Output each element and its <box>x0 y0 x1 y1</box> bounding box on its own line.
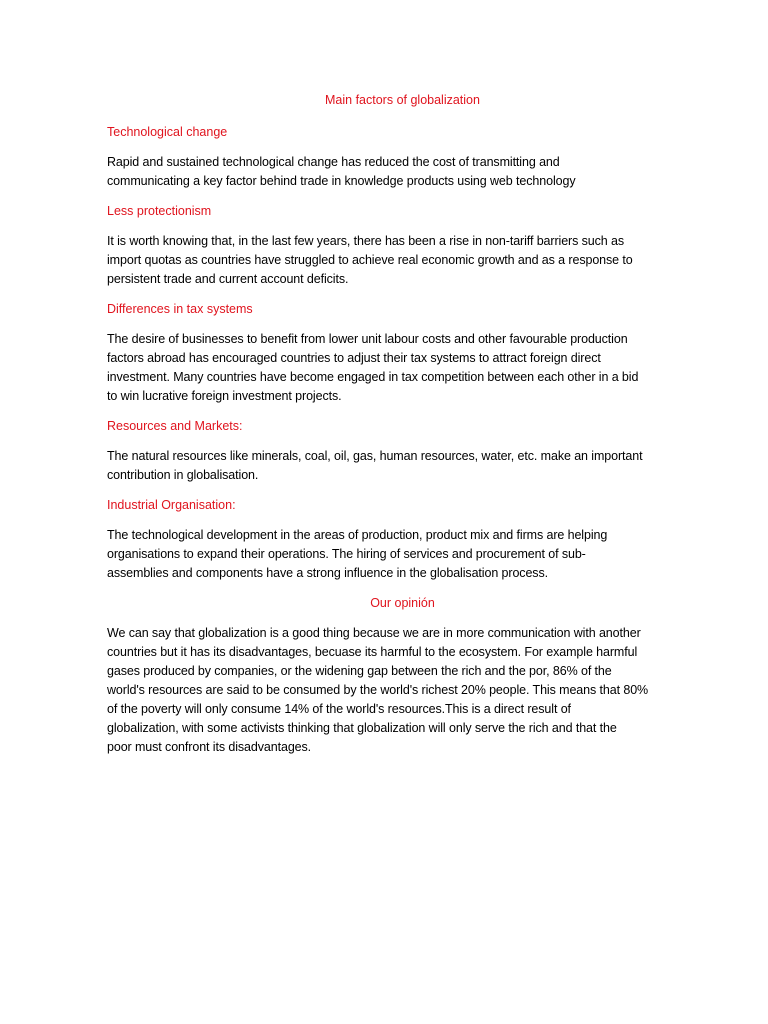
paragraph-line: The technological development in the areas of production, product mix and firms are helping <box>107 528 608 542</box>
section-our-opinion <box>107 595 668 757</box>
section-paragraph <box>107 526 668 583</box>
paragraph-line: import quotas as countries have struggled to achieve real economic growth and as a response to <box>107 253 633 267</box>
section-heading: Resources and Markets: <box>107 419 243 433</box>
section-heading: Differences in tax systems <box>107 302 253 316</box>
section-industrial-organisation <box>107 497 668 583</box>
section-technological-change <box>107 124 668 191</box>
section-paragraph <box>107 153 668 191</box>
section-tax-systems <box>107 301 668 406</box>
section-less-protectionism <box>107 203 668 289</box>
paragraph-line: globalization, with some activists thinking that globalization will only serve the rich and that the <box>107 721 617 735</box>
paragraph-line: gases produced by companies, or the widening gap between the rich and the por, 86% of the <box>107 664 612 678</box>
opinion-paragraph <box>107 624 668 757</box>
paragraph-line: to win lucrative foreign investment projects. <box>107 389 342 403</box>
section-resources-markets <box>107 418 668 485</box>
paragraph-line: The desire of businesses to benefit from lower unit labour costs and other favourable production <box>107 332 628 346</box>
paragraph-line: organisations to expand their operations. The hiring of services and procurement of sub- <box>107 547 586 561</box>
section-paragraph <box>107 330 668 406</box>
paragraph-line: Rapid and sustained technological change has reduced the cost of transmitting and <box>107 155 560 169</box>
paragraph-line: contribution in globalisation. <box>107 468 259 482</box>
paragraph-line: world's resources are said to be consumed by the world's richest 20% people. This means that 80% <box>107 683 649 697</box>
section-paragraph <box>107 447 668 485</box>
paragraph-line: persistent trade and current account deficits. <box>107 272 349 286</box>
paragraph-line: poor must confront its disadvantages. <box>107 740 312 754</box>
page-title: Main factors of globalization <box>325 93 480 107</box>
section-heading: Industrial Organisation: <box>107 498 236 512</box>
paragraph-line: We can say that globalization is a good thing because we are in more communication with another <box>107 626 641 640</box>
opinion-heading: Our opinión <box>370 596 435 610</box>
section-heading: Technological change <box>107 125 228 139</box>
paragraph-line: It is worth knowing that, in the last few years, there has been a rise in non-tariff barriers such as <box>107 234 625 248</box>
paragraph-line: factors abroad has encouraged countries to adjust their tax systems to attract foreign direct <box>107 351 601 365</box>
paragraph-line: assemblies and components have a strong influence in the globalisation process. <box>107 566 548 580</box>
paragraph-line: of the poverty will only consume 14% of the world's resources.This is a direct result of <box>107 702 571 716</box>
section-heading: Less protectionism <box>107 204 212 218</box>
paragraph-line: investment. Many countries have become engaged in tax competition between each other in a bid <box>107 370 639 384</box>
paragraph-line: countries but it has its disadvantages, becuase its harmful to the ecosystem. For example harmful <box>107 645 638 659</box>
paragraph-line: communicating a key factor behind trade in knowledge products using web technology <box>107 174 576 188</box>
paragraph-line: The natural resources like minerals, coal, oil, gas, human resources, water, etc. make an important <box>107 449 643 463</box>
section-paragraph <box>107 232 668 289</box>
